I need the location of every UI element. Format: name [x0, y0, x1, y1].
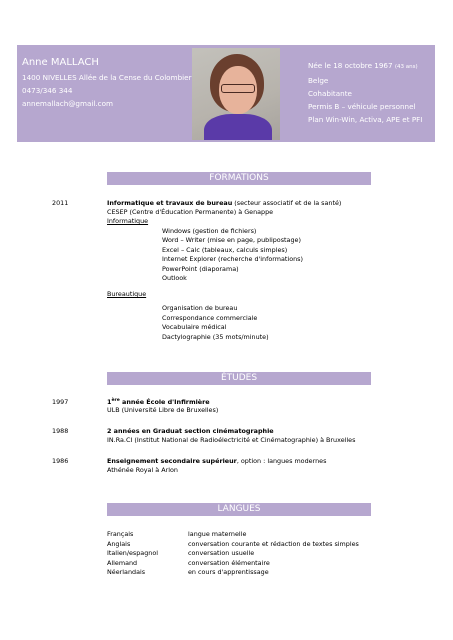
language-level: conversation usuelle: [188, 549, 255, 557]
personal-info: [308, 59, 422, 126]
language-name: Anglais: [107, 539, 131, 548]
language-name: Allemand: [107, 558, 138, 567]
contact-block: [22, 57, 192, 110]
list-item: Windows (gestion de fichiers): [162, 227, 257, 235]
study-place: ULB (Université Libre de Bruxelles): [107, 406, 219, 414]
formation-school: CESEP (Centre d'Éducation Permanente) à Genappe: [107, 208, 274, 216]
language-name: Néerlandais: [107, 568, 146, 576]
list-item: Organisation de bureau: [162, 304, 238, 312]
age: (43 ans): [394, 64, 418, 70]
nationality: Belge: [308, 76, 329, 85]
language-level: conversation élémentaire: [188, 558, 270, 567]
list-item: Correspondance commerciale: [162, 313, 258, 322]
language-name: Français: [107, 530, 134, 538]
list-item: Vocabulaire médical: [162, 323, 227, 331]
formation-year: 2011: [52, 199, 69, 207]
list-item: PowerPoint (diaporama): [162, 264, 239, 273]
phone: 0473/346 344: [22, 86, 73, 95]
study-title: 2 années en Graduat section cinématographie: [107, 427, 274, 435]
person-name: Anne MALLACH: [22, 57, 99, 68]
study-place: IN.Ra.CI (Institut National de Radioélectricité et Cinématographie) à Bruxelles: [107, 436, 356, 444]
study-title: Enseignement secondaire supérieur, option : langues modernes: [107, 457, 327, 465]
birth-date: Née le 18 octobre 1967: [308, 61, 393, 70]
driving-license: Permis B – véhicule personnel: [308, 102, 416, 111]
study-year: 1986: [52, 457, 69, 465]
section-title-etudes: ÉTUDES: [107, 372, 371, 385]
address: 1400 NIVELLES Allée de la Cense du Colombier: [22, 73, 192, 82]
language-level: langue maternelle: [188, 530, 247, 538]
list-item: Dactylographie (35 mots/minute): [162, 332, 269, 341]
language-level: conversation courante et rédaction de textes simples: [188, 539, 359, 548]
section-title-langues: LANGUES: [107, 503, 371, 516]
employment-plans: Plan Win-Win, Activa, APE et PFI: [308, 115, 423, 124]
email[interactable]: annemallach@gmail.com: [22, 99, 114, 108]
language-level: en cours d'apprentissage: [188, 568, 269, 576]
sub-label-informatique: Informatique: [107, 217, 149, 225]
header-banner: [17, 45, 435, 142]
list-item: Outlook: [162, 274, 187, 282]
section-title-formations: FORMATIONS: [107, 172, 371, 185]
profile-photo: [192, 48, 280, 140]
study-place: Athénée Royal à Arlon: [107, 466, 178, 474]
list-item: Excel – Calc (tableaux, calculs simples): [162, 245, 288, 254]
language-name: Italien/espagnol: [107, 549, 159, 557]
marital-status: Cohabitante: [308, 89, 352, 98]
list-item: Word – Writer (mise en page, publipostage): [162, 236, 301, 244]
study-title: 1ère année École d'Infirmière: [107, 398, 210, 407]
study-year: 1988: [52, 427, 69, 435]
study-year: 1997: [52, 398, 69, 406]
formation-heading: Informatique et travaux de bureau (secteur associatif et de la santé): [107, 199, 342, 207]
list-item: Internet Explorer (recherche d'informations): [162, 255, 303, 263]
sub-label-bureautique: Bureautique: [107, 290, 147, 298]
